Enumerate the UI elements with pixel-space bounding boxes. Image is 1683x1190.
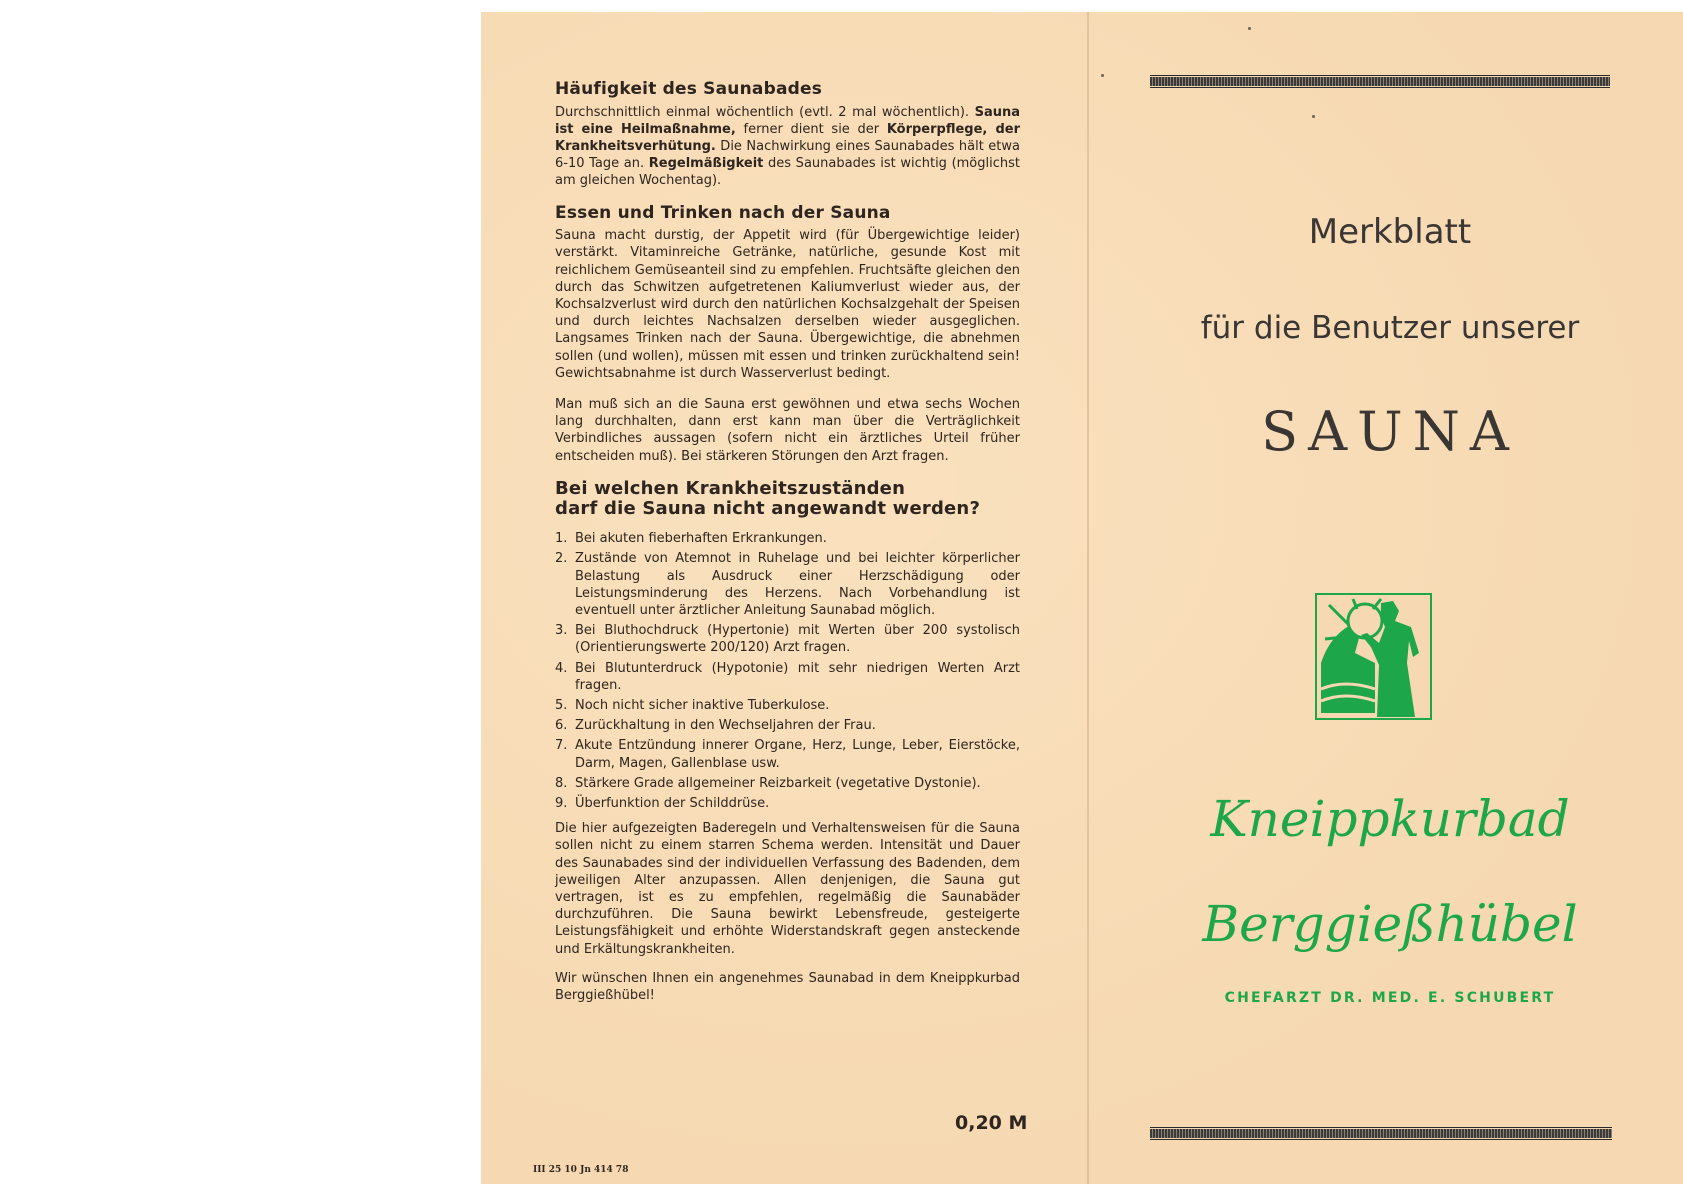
heading-food-drink: Essen und Trinken nach der Sauna xyxy=(555,202,891,223)
fold-line xyxy=(1087,12,1089,1184)
wish-text: Wir wünschen Ihnen ein angenehmes Saunabad in dem Kneippkurbad Berggießhübel! xyxy=(555,970,1020,1003)
sauna-bather-logo-icon xyxy=(1315,593,1432,720)
frequency-text: Durchschnittlich einmal wöchentlich (evtl. 2 mal wöchentlich). Sauna ist eine Heilmaßnahme, ferner dient sie der Körperpflege, der Krankheitsverhütung. Die Nachwirkung eines Saunabades hält etwa 6-10 Tage an. Regelmäßigkeit des Saunabades ist wichtig (möglichst am gleichen Wochentag). xyxy=(555,104,1020,189)
list-item: 7. Akute Entzündung innerer Organe, Herz, Lunge, Leber, Eierstöcke, Darm, Magen, Gallenblase usw. xyxy=(555,738,1020,771)
list-item: 8. Stärkere Grade allgemeiner Reizbarkeit (vegetative Dystonie). xyxy=(555,775,981,791)
list-item: 1. Bei akuten fieberhaften Erkrankungen. xyxy=(555,531,827,547)
list-item: 4. Bei Blutunterdruck (Hypotonie) mit sehr niedrigen Werten Arzt fragen. xyxy=(555,660,1020,693)
left-panel xyxy=(555,80,1020,1014)
section-frequency xyxy=(555,80,1020,190)
closing-text: Die hier aufgezeigten Baderegeln und Verhaltensweisen für die Sauna sollen nicht zu einem starren Schema werden. Intensität und Dauer des Saunabades sind der individuellen Verfassung des Badenden, dem jeweiligen Alter anzupassen. Allen denjenigen, die Sauna gut vertragen, ist es zu empfehlen, regelmäßig die Saunabäder durchzuführen. Die Sauna bewirkt Lebensfreude, gesteigerte Leistungsfähigkeit und erhöhte Widerstandskraft gegen ansteckende und Erkältungskrankheiten. xyxy=(555,821,1020,957)
chief-physician: CHEFARZT DR. MED. E. SCHUBERT xyxy=(1224,990,1556,1006)
paper-speck xyxy=(1101,74,1104,77)
heading-frequency: Häufigkeit des Saunabades xyxy=(555,79,823,99)
list-item: 5. Noch nicht sicher inaktive Tuberkulose. xyxy=(555,697,830,713)
list-item: 6. Zurückhaltung in den Wechseljahren der Frau. xyxy=(555,718,876,734)
food-drink-text: Sauna macht durstig, der Appetit wird (für Übergewichtige leider) verstärkt. Vitaminreiche Getränke, natürliche, gesunde Kost mit reichlichem Gemüseanteil sind zu empfehlen. Fruchtsäfte gleichen den durch das Schwitzen aufgetretenen Kaliumverlust wieder aus, der Kochsalzverlust wird durch den natürlichen Kochsalzgehalt der Speisen und durch leichtes Nachsalzen derselben wieder ausgeglichen. Langsames Trinken nach der Sauna. Übergewichtige, die abnehmen sollen (und wollen), müssen mit essen und trinken zurückhaltend sein! Gewichtsabnahme ist durch Wasserverlust bedingt. xyxy=(555,228,1020,381)
heading-contraindications: Bei welchen Krankheitszuständen darf die Sauna nicht angewandt werden? xyxy=(555,477,981,520)
print-code: III 25 10 Jn 414 78 xyxy=(533,1165,629,1175)
contraindication-list xyxy=(555,530,1020,812)
list-item: 3. Bei Bluthochdruck (Hypertonie) mit Werten über 200 systolisch (Orientierungswerte 200/120) Arzt fragen. xyxy=(555,623,1020,656)
list-item: 2. Zustände von Atemnot in Ruhelage und bei leichter körperlicher Belastung als Ausdruck einer Herzschädigung oder Leistungsminderung des Herzens. Nach Vorbehandlung ist eventuell unter ärztlicher Anleitung Saunabad möglich. xyxy=(555,551,1020,618)
section-food-drink xyxy=(555,204,1020,465)
section-contraindications xyxy=(555,479,1020,1004)
paper-speck xyxy=(1312,115,1315,118)
list-item: 9. Überfunktion der Schilddrüse. xyxy=(555,795,770,811)
place-kneippkurbad: Kneippkurbad xyxy=(1210,790,1570,848)
place-berggiesshuebel: Berggießhübel xyxy=(1202,895,1578,953)
title-sauna: SAUNA xyxy=(1261,400,1519,463)
price-label: 0,20 M xyxy=(955,1112,1028,1134)
top-rule xyxy=(1150,77,1610,86)
bottom-rule xyxy=(1150,1129,1612,1138)
paper-speck xyxy=(1248,27,1251,30)
subtitle-users: für die Benutzer unserer xyxy=(1200,310,1580,346)
title-merkblatt: Merkblatt xyxy=(1308,212,1472,252)
adaptation-text: Man muß sich an die Sauna erst gewöhnen und etwa sechs Wochen lang durchhalten, dann erst kann man über die Verträglichkeit Verbindliches aussagen (sofern nicht ein ärztliches Urteil früher entscheiden muß). Bei stärkeren Störungen den Arzt fragen. xyxy=(555,396,1020,464)
